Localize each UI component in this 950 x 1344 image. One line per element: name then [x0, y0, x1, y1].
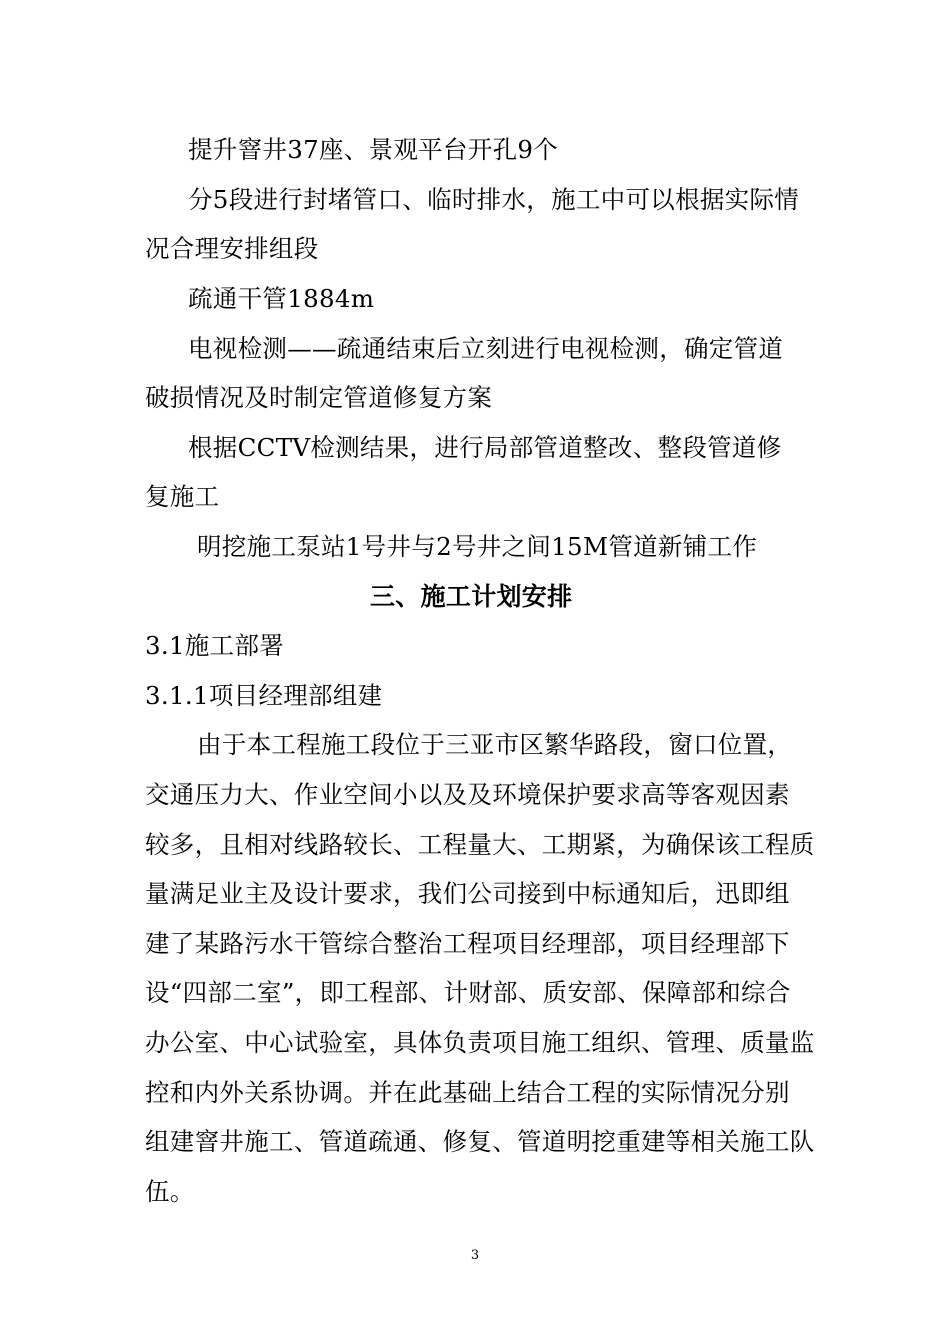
text-line: 疏通干管1884m — [188, 284, 375, 313]
text-line: 由于本工程施工段位于三亚市区繁华路段，窗口位置， — [197, 730, 793, 759]
text-line: 建了某路污水干管综合整治工程项目经理部，项目经理部下 — [145, 929, 790, 958]
text-line: 量满足业主及设计要求，我们公司接到中标通知后，迅即组 — [145, 879, 790, 908]
text-line: 办公室、中心试验室，具体负责项目施工组织、管理、质量监 — [145, 1028, 815, 1057]
text-line: 分5段进行封堵管口、临时排水，施工中可以根据实际情 — [188, 185, 800, 214]
page-number: 3 — [470, 1248, 480, 1263]
text-line: 况合理安排组段 — [145, 234, 319, 263]
text-line: 控和内外关系协调。并在此基础上结合工程的实际情况分别 — [145, 1078, 790, 1107]
text-line: 设“四部二室”，即工程部、计财部、质安部、保障部和综合 — [145, 978, 791, 1007]
text-line: 提升窨井37座、景观平台开孔9个 — [188, 135, 559, 164]
subsection-heading: 3.1施工部署 — [145, 631, 285, 660]
subsection-heading: 3.1.1项目经理部组建 — [145, 681, 383, 710]
text-line: 电视检测——疏通结束后立刻进行电视检测，确定管道 — [188, 334, 784, 363]
text-line: 根据CCTV检测结果，进行局部管道整改、整段管道修 — [188, 433, 782, 462]
section-heading: 三、施工计划安排 — [370, 582, 573, 611]
text-line: 交通压力大、作业空间小以及及环境保护要求高等客观因素 — [145, 780, 790, 809]
text-line: 复施工 — [145, 482, 220, 511]
text-line: 较多，且相对线路较长、工程量大、工期紧，为确保该工程质 — [145, 830, 815, 859]
text-line: 破损情况及时制定管道修复方案 — [145, 383, 493, 412]
text-line: 组建窨井施工、管道疏通、修复、管道明挖重建等相关施工队 — [145, 1127, 815, 1156]
text-line: 明挖施工泵站1号井与2号井之间15M管道新铺工作 — [197, 532, 758, 561]
text-line: 伍。 — [145, 1177, 195, 1206]
